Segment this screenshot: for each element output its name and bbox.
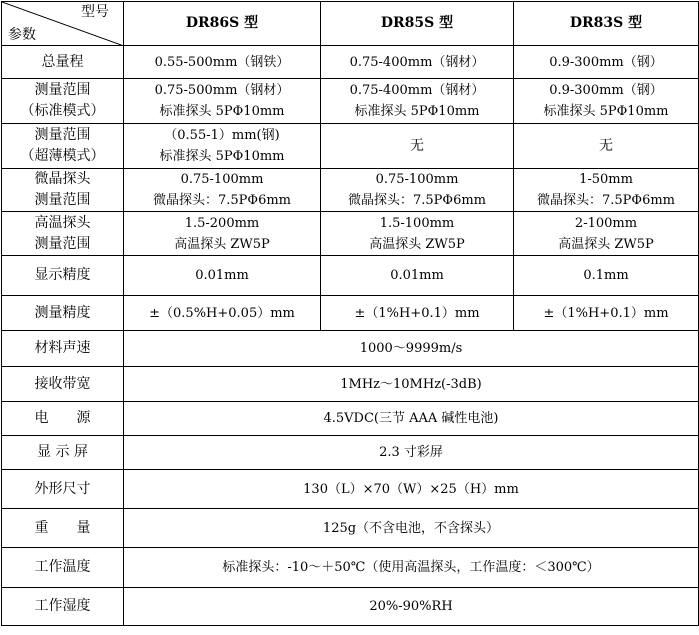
table-row-measure-precision [2,296,699,331]
table-cell: 0.75-400mm（钢材） [321,46,514,79]
model-header-dr85s: DR85S 型 [321,2,514,46]
table-row-power [2,402,699,436]
model-header-dr83s: DR83S 型 [514,2,699,46]
cell-line: 0.75-100mm [375,172,459,187]
row-label: 电 源 [2,402,124,436]
cell-line: 标准探头 5PΦ10mm [543,104,669,119]
row-label-line: 微晶探头 [34,171,91,187]
table-row-total-range [2,46,699,79]
table-row-ultra-thin-mode [2,124,699,169]
row-label-line: 高温探头 [34,214,91,231]
row-label: 总量程 [2,46,124,79]
row-label-line: 测量范围 [34,127,91,143]
row-label-line: （超薄模式） [20,148,105,164]
table-cell: 125g（不含电池，不含探头） [124,509,699,548]
cell-line: （0.55-1）mm(钢) [164,128,280,143]
table-cell: ±（1%H+0.1）mm [321,296,514,331]
table-cell [124,212,321,256]
model-header-dr86s: DR86S 型 [124,2,321,46]
table-cell [124,124,321,169]
cell-line: 微晶探头：7.5PΦ6mm [536,193,675,208]
cell-line: 1.5-100mm [379,215,455,231]
table-cell: 0.55-500mm（钢铁） [124,46,321,79]
cell-line: 0.75-100mm [180,172,264,187]
cell-line: 微晶探头：7.5PΦ6mm [152,193,291,208]
cell-line: 标准探头 5PΦ10mm [354,104,480,119]
table-row-bandwidth [2,367,699,402]
table-cell: 0.9-300mm（钢） [514,46,699,79]
table-row-work-humidity [2,588,699,626]
header-row [2,2,699,46]
table-row-sound-velocity [2,331,699,367]
table-cell: 4.5VDC(三节 AAA 碱性电池) [124,402,699,436]
table-cell: 2.3 寸彩屏 [124,436,699,470]
table-cell: 130（L）×70（W）×25（H）mm [124,470,699,509]
row-label: 重 量 [2,509,124,548]
row-label [2,124,124,169]
table-cell: 0.01mm [321,256,514,296]
cell-line: 2-100mm [574,215,638,231]
table-cell: 无 [514,124,699,169]
table-cell: 标准探头：-10～＋50℃（使用高温探头，工作温度：＜300℃） [124,548,699,588]
cell-line: 高温探头 ZW5P [558,236,654,252]
table-cell: ±（0.5%H+0.05）mm [124,296,321,331]
row-label: 显 示 屏 [2,436,124,470]
table-cell: 0.01mm [124,256,321,296]
table-row-standard-mode [2,79,699,124]
table-row-high-temp-probe [2,212,699,256]
table-cell: 无 [321,124,514,169]
table-row-work-temp [2,548,699,588]
row-label [2,169,124,212]
table-cell: 1000～9999m/s [124,331,699,367]
row-label [2,212,124,256]
table-row-display-precision [2,256,699,296]
row-label: 接收带宽 [2,367,124,402]
spec-table [1,1,699,626]
cell-line: 标准探头 5PΦ10mm [159,104,285,119]
table-cell [321,79,514,124]
row-label: 显示精度 [2,256,124,296]
row-label: 工作湿度 [2,588,124,626]
table-cell [124,169,321,212]
parameter-axis-label: 参数 [8,27,36,43]
cell-line: 0.75-400mm（钢材） [349,83,485,98]
table-row-micro-probe [2,169,699,212]
row-label-line: 测量范围 [34,192,91,208]
row-label: 外形尺寸 [2,470,124,509]
table-row-dimensions [2,470,699,509]
cell-line: 0.9-300mm（钢） [549,83,663,98]
table-row-weight [2,509,699,548]
table-cell [321,212,514,256]
table-cell: ±（1%H+0.1）mm [514,296,699,331]
table-cell [514,169,699,212]
table-cell: 1MHz～10MHz(-3dB) [124,367,699,402]
row-label-line: 测量范围 [34,82,91,98]
cell-line: 高温探头 ZW5P [369,236,465,252]
corner-header-cell [2,2,124,46]
cell-line: 标准探头 5PΦ10mm [159,149,285,164]
cell-line: 1.5-200mm [184,215,260,231]
row-label: 测量精度 [2,296,124,331]
row-label: 工作温度 [2,548,124,588]
cell-line: 微晶探头：7.5PΦ6mm [347,193,486,208]
cell-line: 0.75-500mm（钢材） [154,83,290,98]
cell-line: 1-50mm [579,172,633,187]
row-label-line: 测量范围 [34,235,91,252]
cell-line: 高温探头 ZW5P [174,236,270,252]
row-label-line: （标准模式） [20,103,105,119]
table-cell [514,212,699,256]
table-row-screen [2,436,699,470]
model-axis-label: 型号 [81,4,109,20]
table-cell: 20%-90%RH [124,588,699,626]
row-label [2,79,124,124]
table-cell [321,169,514,212]
table-cell [514,79,699,124]
row-label: 材料声速 [2,331,124,367]
table-cell: 0.1mm [514,256,699,296]
table-cell [124,79,321,124]
